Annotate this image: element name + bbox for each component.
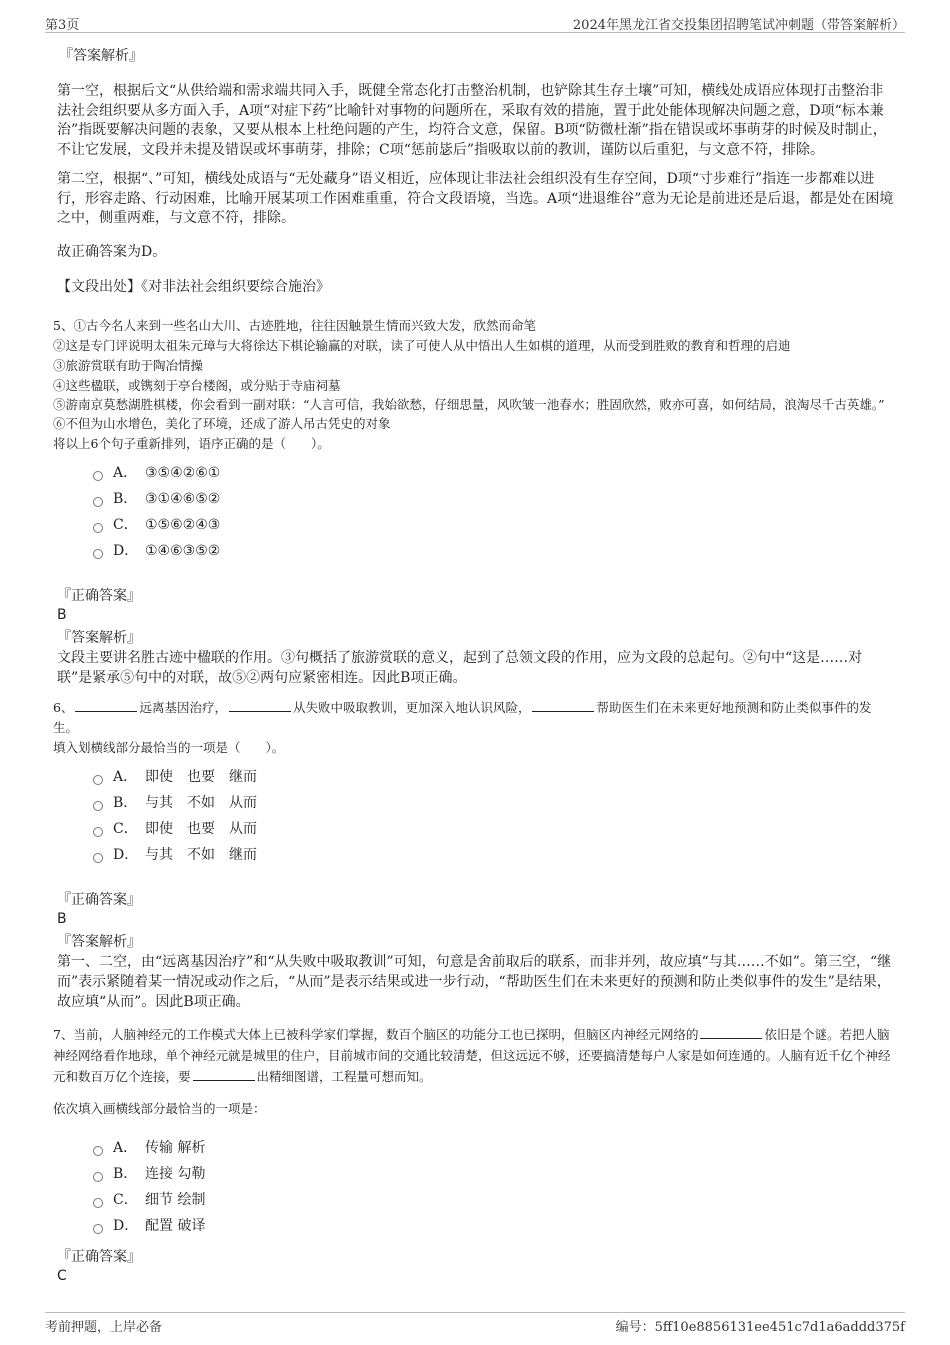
q5-line-5: ⑤游南京莫愁湖胜棋楼，你会看到一副对联：“人言可信，我始欲愁，仔细思量，风吹皱一池春水；胜固欣然，败亦可喜，如何结局，浪淘尽千古英雄。”	[53, 396, 885, 412]
radio-icon[interactable]	[93, 1146, 103, 1156]
q4-analysis-para1: 第一空，根据后文“从供给端和需求端共同入手，既健全常态化打击整治机制，也铲除其生存土壤”可知，横线处成语应体现打击整治非法社会组织要从多方面入手，A项“对症下药”比喻针对事物的问题所在，采取有效的措施，置于此处能体现解决问题之意，D项“标本兼治”指既要解决问题的表象，又要从根本上杜绝问题的产生，均符合文意，保留。B项“防微杜渐”指在错误或坏事萌芽的时候及时制止，不让它发展，文段并未提及错误或坏事萌芽，排除；C项“惩前毖后”指吸取以前的教训，谨防以后重犯，与文意不符，排除。	[57, 83, 887, 158]
answer-blank	[75, 699, 137, 712]
q4-analysis-para2: 第二空，根据“、”可知，横线处成语与“无处藏身”语义相近，应体现让非法社会组织没有生存空间，D项“寸步难行”指连一步都难以进行，形容走路、行动困难，比喻开展某项工作困难重重，符合文段语境，当选。A项“进退维谷”意为无论是前进还是后退，都是处在困境之中，侧重两难，与文意不符，排除。	[57, 171, 894, 226]
q5-option-d[interactable]: D． ①④⑥③⑤②	[93, 538, 895, 564]
q5-line-1: 5、①古今名人来到一些名山大川、古迹胜地，往往因触景生情而兴致大发，欣然而命笔	[53, 317, 536, 333]
q6-stem2: 填入划横线部分最恰当的一项是（ ）。	[53, 739, 285, 755]
radio-icon[interactable]	[93, 497, 103, 507]
q5-option-c[interactable]: C． ①⑤⑥②④③	[93, 512, 895, 538]
footer-serial: 编号：5ff10e8856131ee451c7d1a6addd375f	[615, 1320, 905, 1335]
q7-answer: C	[57, 1267, 67, 1284]
q7-option-b[interactable]: B． 连接 勾勒	[93, 1161, 895, 1187]
q5-analysis: 文段主要讲名胜古迹中楹联的作用。③句概括了旅游赏联的意义，起到了总领文段的作用，应为文段的总起句。②句中“这是……对联”是紧承⑤句中的对联，故⑤②两句应紧密相连。因此B项正确。	[57, 649, 863, 686]
question-5	[53, 316, 895, 688]
q5-line-3: ③旅游赏联有助于陶冶情操	[53, 357, 204, 373]
q6-answer-label: 『正确答案』	[57, 891, 141, 908]
q6-analysis: 第一、二空，由“远离基因治疗”和“从失败中吸取教训”可知，句意是舍前取后的联系，而非并列，故应填“与其……不如”。第三空，“继而”表示紧随着某一情况或动作之后，“从而”是表示结果或进一步行动，“帮助医生们在未来更好的预测和防止类似事件的发生”是结果，故应填“从而”。因此B项正确。	[57, 953, 892, 1010]
q5-option-a[interactable]: A． ③⑤④②⑥①	[93, 460, 895, 486]
radio-icon[interactable]	[93, 853, 103, 863]
q5-line-2: ②这是专门评说明太祖朱元璋与大将徐达下棋论输赢的对联，读了可使人从中悟出人生如棋的道理，从而受到胜败的教育和哲理的启迪	[53, 337, 791, 353]
q6-option-c[interactable]: C． 即使 也要 从而	[93, 816, 895, 842]
radio-icon[interactable]	[93, 801, 103, 811]
radio-icon[interactable]	[93, 1224, 103, 1234]
radio-icon[interactable]	[93, 549, 103, 559]
q4-conclusion: 故正确答案为D。	[57, 243, 167, 260]
radio-icon[interactable]	[93, 523, 103, 533]
footer-slogan: 考前押题，上岸必备	[45, 1320, 163, 1335]
q5-option-b[interactable]: B． ③①④⑥⑤②	[93, 486, 895, 512]
radio-icon[interactable]	[93, 1172, 103, 1182]
q5-analysis-label: 『答案解析』	[57, 629, 141, 646]
page-footer	[45, 1312, 905, 1337]
q7-options	[93, 1135, 895, 1239]
q6-answer: B	[57, 910, 67, 927]
q7-answer-label: 『正确答案』	[57, 1248, 141, 1265]
question-7: 7、当前，人脑神经元的工作模式大体上已被科学家们掌握，数百个脑区的功能分工也已探明，但脑区内神经元网络的 依旧是个谜。若把人脑神经网络看作地球，单个神经元就是城里的住户，目前城市间的交通比较清楚，但这远远不够，还要搞清楚每户人家是如何连通的。人脑有近千亿个神经元和数百万亿个连接，要 出精细图谱，工程量可想而知。 依次填入画横线部分最恰当的一项是： A． 传输 解析 B． 连接 勾勒 C． 细节 绘制 D． 配置 破译 『正确答案』 C	[53, 1024, 895, 1285]
q5-answer-label: 『正确答案』	[57, 587, 141, 604]
answer-blank	[193, 1068, 255, 1081]
q6-option-d[interactable]: D． 与其 不如 继而	[93, 842, 895, 868]
page-header	[45, 14, 905, 33]
page-content	[55, 40, 895, 1285]
radio-icon[interactable]	[93, 1198, 103, 1208]
q7-stem2: 依次填入画横线部分最恰当的一项是：	[53, 1100, 266, 1116]
q7-option-d[interactable]: D． 配置 破译	[93, 1213, 895, 1239]
q5-line-4: ④这些楹联，或镌刻于亭台楼阁，或分贴于寺庙祠墓	[53, 377, 341, 393]
page-number: 第3页	[45, 18, 80, 33]
q6-analysis-label: 『答案解析』	[57, 933, 141, 950]
q4-analysis-label: 『答案解析』	[59, 48, 143, 64]
document-title: 2024年黑龙江省交投集团招聘笔试冲刺题（带答案解析）	[572, 18, 905, 33]
radio-icon[interactable]	[93, 471, 103, 481]
answer-blank	[229, 699, 291, 712]
q5-answer: B	[57, 606, 67, 623]
q5-line-6: ⑥不但为山水增色，美化了环境，还成了游人吊古凭史的对象	[53, 415, 391, 431]
q5-stem: 将以上6个句子重新排列，语序正确的是（ ）。	[53, 435, 330, 451]
q6-option-a[interactable]: A． 即使 也要 继而	[93, 764, 895, 790]
q6-options	[93, 764, 895, 868]
q7-option-a[interactable]: A． 传输 解析	[93, 1135, 895, 1161]
q5-options	[93, 460, 895, 564]
q6-option-b[interactable]: B． 与其 不如 从而	[93, 790, 895, 816]
q4-source: 【文段出处】《对非法社会组织要综合施治》	[57, 279, 330, 295]
question-6: 6、 远离基因治疗， 从失败中吸取教训，更加深入地认识风险， 帮助医生们在未来更好地预测和防止类似事件的发生。 填入划横线部分最恰当的一项是（ ）。 A． 即使 也要 继而 B． 与其 不如 从而 C． 即使 也要 从而 D． 与其 不如 继而 『正确答案』 B 『答案解析』 第一、二空，由“远离基因治疗”和“从失败中吸取教训”可知，句意是舍前取后的联系，而非并列，故应填“与其……不如”。第三空，“继而”表示紧随着某一情况或动作之后，“从而”是表示结果或进一步行动，“帮助医生们在未来更好的预测和防止类似事件的发生”是结果，故应填“从而”。因此B项正确。	[53, 698, 895, 1012]
radio-icon[interactable]	[93, 775, 103, 785]
answer-blank	[532, 699, 594, 712]
radio-icon[interactable]	[93, 827, 103, 837]
q7-option-c[interactable]: C． 细节 绘制	[93, 1187, 895, 1213]
answer-blank	[700, 1026, 762, 1039]
